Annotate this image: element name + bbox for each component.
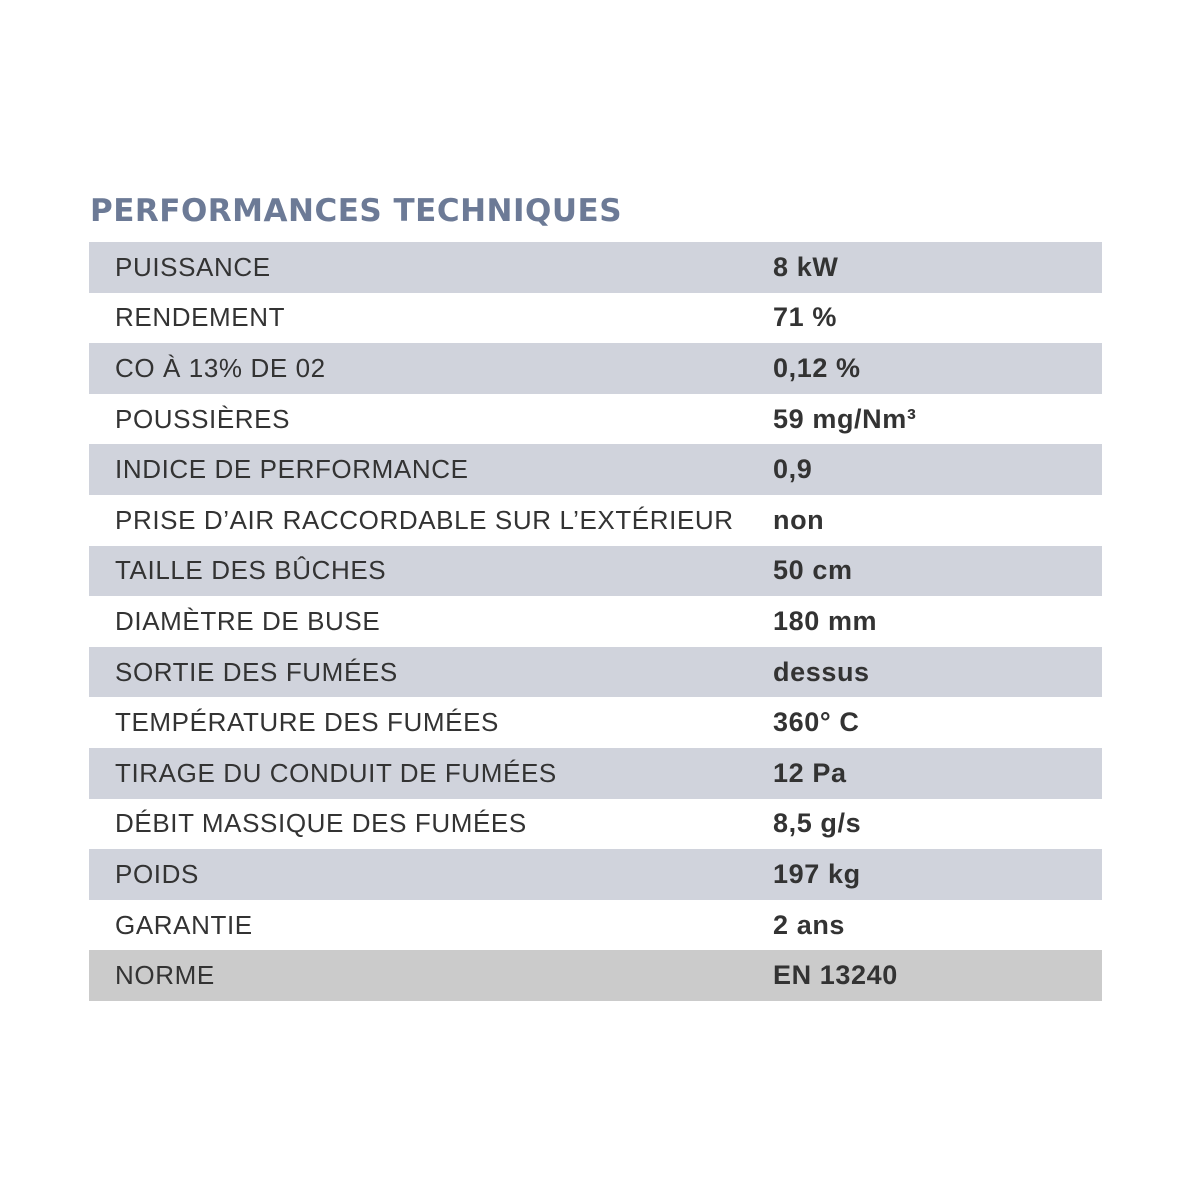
spec-label: POUSSIÈRES [115, 403, 291, 434]
table-row [89, 697, 1102, 748]
table-row [89, 596, 1102, 647]
spec-value: 8,5 g/s [773, 808, 862, 839]
table-row [89, 293, 1102, 344]
table-row [89, 950, 1102, 1001]
spec-value: dessus [773, 647, 1102, 698]
spec-value: EN 13240 [773, 950, 1102, 1001]
spec-value: 12 Pa [773, 748, 1102, 799]
spec-label: TEMPÉRATURE DES FUMÉES [115, 707, 499, 738]
spec-label: PUISSANCE [89, 242, 773, 293]
spec-label: SORTIE DES FUMÉES [89, 647, 773, 698]
spec-label: POIDS [89, 849, 773, 900]
table-row [89, 849, 1102, 900]
table-row [89, 444, 1102, 495]
table-row [89, 647, 1102, 698]
spec-label: CO À 13% DE 02 [89, 343, 773, 394]
table-row [89, 343, 1102, 394]
spec-value: 180 mm [773, 605, 878, 636]
table-row [89, 748, 1102, 799]
spec-value: 197 kg [773, 849, 1102, 900]
spec-label: DIAMÈTRE DE BUSE [115, 605, 381, 636]
spec-value: 360° C [773, 707, 860, 738]
spec-label: INDICE DE PERFORMANCE [89, 444, 773, 495]
spec-value: 0,12 % [773, 343, 1102, 394]
spec-value: non [773, 504, 825, 535]
spec-label: NORME [89, 950, 773, 1001]
spec-label: DÉBIT MASSIQUE DES FUMÉES [115, 808, 527, 839]
spec-value: 71 % [773, 302, 837, 333]
spec-value: 59 mg/Nm³ [773, 403, 917, 434]
spec-value: 2 ans [773, 909, 846, 940]
section-title: PERFORMANCES TECHNIQUES [90, 193, 623, 229]
table-row [89, 242, 1102, 293]
spec-value: 8 kW [773, 242, 1102, 293]
table-row [89, 799, 1102, 850]
specifications-table [89, 242, 1102, 1001]
spec-label: TAILLE DES BÛCHES [89, 546, 773, 597]
spec-label: PRISE D’AIR RACCORDABLE SUR L’EXTÉRIEUR [115, 504, 734, 535]
table-row [89, 394, 1102, 445]
table-row [89, 546, 1102, 597]
spec-label: RENDEMENT [115, 302, 286, 333]
table-row [89, 900, 1102, 951]
spec-value: 50 cm [773, 546, 1102, 597]
table-row [89, 495, 1102, 546]
spec-value: 0,9 [773, 444, 1102, 495]
spec-label: TIRAGE DU CONDUIT DE FUMÉES [89, 748, 773, 799]
spec-label: GARANTIE [115, 909, 253, 940]
